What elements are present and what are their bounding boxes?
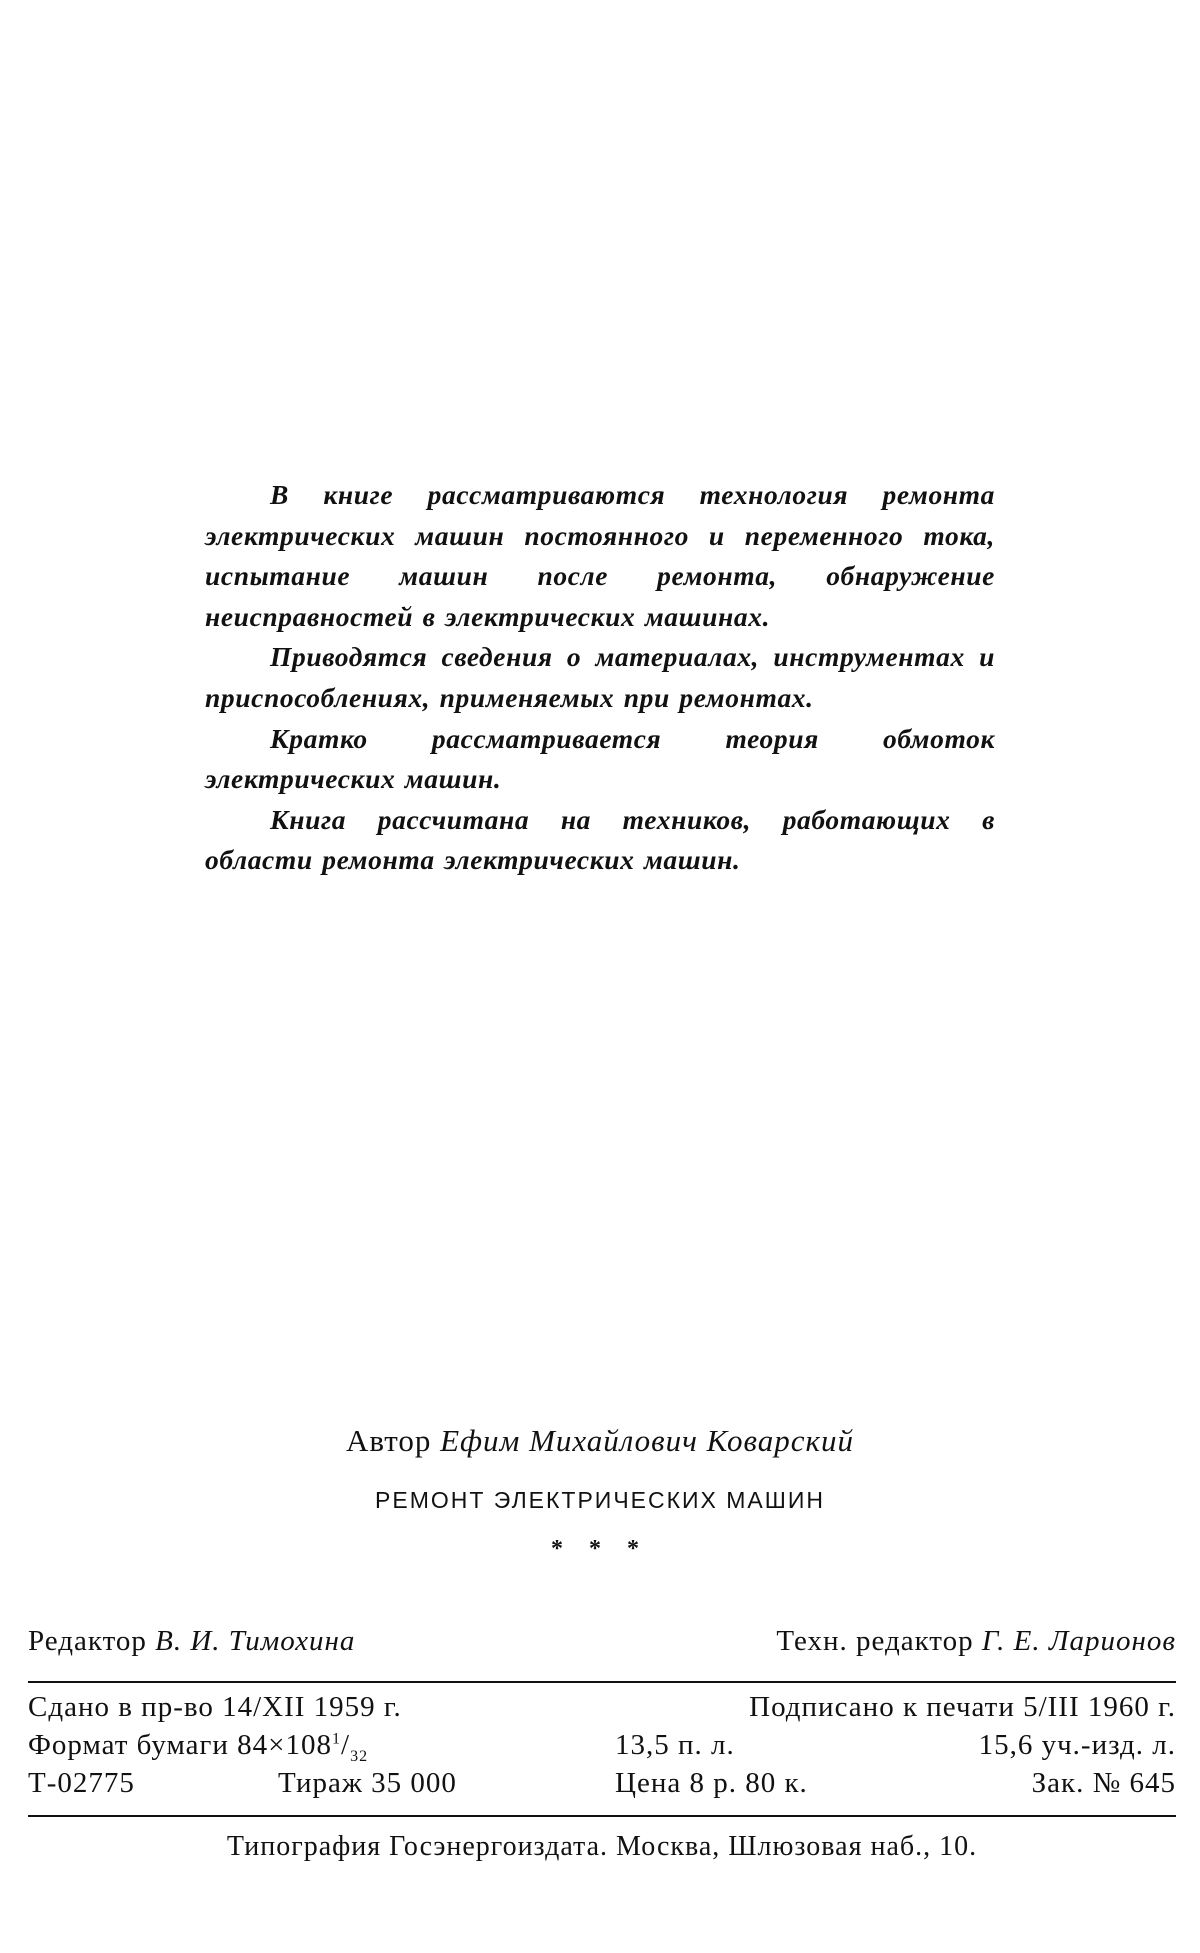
order-number: Зак. № 645: [1031, 1767, 1176, 1799]
paper-format: Формат бумаги $84\times 108^1/_{32}$: [28, 1729, 369, 1765]
top-rule: [28, 1681, 1176, 1683]
author-line: [0, 1423, 1200, 1459]
format-fraction-num: 1: [332, 1730, 341, 1748]
tech-editor: [776, 1625, 1176, 1658]
format-fraction-den: 32: [350, 1747, 369, 1765]
book-abstract: [205, 475, 995, 881]
signed-date: Подписано к печати 5/III 1960 г.: [749, 1691, 1176, 1723]
author-name: Ефим Михайлович Коварский: [440, 1423, 855, 1458]
catalog-code: Т-02775: [28, 1767, 135, 1799]
imprint-row-dates: [28, 1691, 1176, 1729]
price: Цена 8 р. 80 к.: [615, 1767, 808, 1799]
abstract-paragraph: Приводятся сведения о материалах, инструментах и приспособлениях, применяемых при ремонтах.: [205, 641, 995, 713]
abstract-paragraph: Кратко рассматривается теория обмоток электрических машин.: [205, 722, 995, 795]
format-label: Формат бумаги: [28, 1729, 229, 1761]
editor-label: Редактор: [28, 1625, 147, 1657]
submitted-date: Сдано в пр-во 14/XII 1959 г.: [28, 1691, 402, 1723]
book-title: РЕМОНТ ЭЛЕКТРИЧЕСКИХ МАШИН: [375, 1487, 825, 1513]
author-label: Автор: [345, 1423, 432, 1458]
abstract-paragraph: Книга рассчитана на техников, работающих в области ремонта электрических машин.: [205, 803, 995, 876]
abstract-paragraph: В книге рассматриваются технология ремонта электрических машин постоянного и переменного тока, испытание машин после ремонта, обнаружение неисправностей в электрических машинах.: [205, 479, 995, 632]
editor-name: В. И. Тимохина: [155, 1625, 356, 1657]
tech-editor-label: Техн. редактор: [776, 1625, 974, 1657]
imprint-row-code: [28, 1767, 1176, 1805]
printed-sheets: 13,5 п. л.: [615, 1729, 735, 1761]
format-value: 84×108: [237, 1729, 332, 1761]
print-run: Тираж 35 000: [278, 1767, 457, 1799]
tech-editor-name: Г. Е. Ларионов: [981, 1625, 1176, 1657]
imprint-row-format: [28, 1729, 1176, 1767]
bottom-rule: [28, 1815, 1176, 1817]
printer-line: Типография Госэнергоиздата. Москва, Шлюзовая наб., 10.: [226, 1831, 978, 1862]
separator-stars: * * *: [551, 1536, 649, 1562]
editor: [28, 1625, 355, 1658]
editors-row: [28, 1625, 1176, 1675]
publisher-sheets: 15,6 уч.-изд. л.: [978, 1729, 1176, 1761]
imprint-block: [28, 1625, 1176, 1863]
